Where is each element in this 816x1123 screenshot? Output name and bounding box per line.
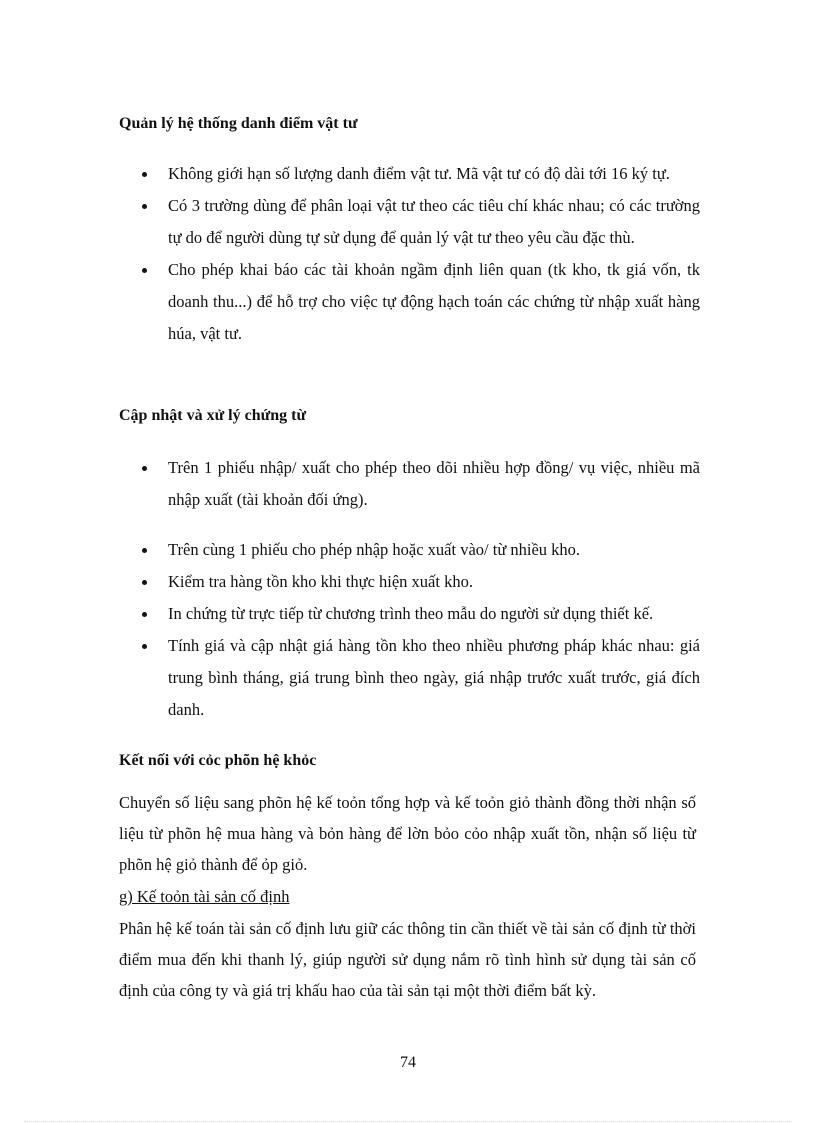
materials-bullet-list [120,158,700,350]
list-item: Kiểm tra hàng tồn kho khi thực hiện xuất kho. [120,566,700,598]
bullet-icon [142,612,147,617]
bullet-icon [142,548,147,553]
list-item: Trên 1 phiếu nhập/ xuất cho phép theo dõi nhiều hợp đồng/ vụ việc, nhiều mã nhập xuất (tài khoản đối ứng). [120,452,700,516]
fixed-assets-paragraph: Phân hệ kế toán tài sản cố định lưu giữ các thông tin cần thiết về tài sản cố định từ thời điểm mua đến khi thanh lý, giúp người sử dụng nắm rõ tình hình sử dụng tài sản cố định của công ty và giá trị khấu hao của tài sản tại một thời điểm bất kỳ. [119,919,696,1000]
bullet-icon [142,466,147,471]
connections-paragraph: Chuyển số liệu sang phõn hệ kế toỏn tổng hợp và kế toỏn giỏ thành đồng thời nhận số liệu từ phõn hệ mua hàng và bỏn hàng để lờn bỏo cỏo nhập xuất tồn, nhận số liệu từ phõn hệ giỏ thành để ỏp giỏ. [119,793,696,874]
list-item: Cho phép khai báo các tài khoản ngầm định liên quan (tk kho, tk giá vốn, tk doanh thu...) để hỗ trợ cho việc tự động hạch toán các chứng từ nhập xuất hàng húa, vật tư. [120,254,700,350]
list-item: In chứng từ trực tiếp từ chương trình theo mẫu do người sử dụng thiết kế. [120,598,700,630]
section-heading-vouchers: Cập nhật và xử lý chứng từ [119,407,307,424]
list-item: Có 3 trường dùng để phân loại vật tư theo các tiêu chí khác nhau; có các trường tự do để người dùng tự sử dụng để quản lý vật tư theo yêu cầu đặc thù. [120,190,700,254]
bullet-icon [142,204,147,209]
list-item: Tính giá và cập nhật giá hàng tồn kho theo nhiều phương pháp khác nhau: giá trung bình tháng, giá trung bình theo ngày, giá nhập trước xuất trước, giá đích danh. [120,630,700,726]
bullet-icon [142,644,147,649]
section-heading-materials: Quản lý hệ thống danh điểm vật tư [119,115,358,132]
list-item: Trên cùng 1 phiếu cho phép nhập hoặc xuất vào/ từ nhiều kho. [120,534,700,566]
bullet-icon [142,172,147,177]
section-heading-connections: Kết nối với cỏc phõn hệ khỏc [119,752,317,769]
bullet-icon [142,580,147,585]
page-number: 74 [400,1054,416,1071]
vouchers-bullet-list [120,452,700,726]
list-item: Không giới hạn số lượng danh điểm vật tư. Mã vật tư có độ dài tới 16 ký tự. [120,158,700,190]
subsection-heading-fixed-assets: g) Kế toỏn tài sản cố định [119,887,290,906]
bullet-icon [142,268,147,273]
page-bottom-divider [24,1121,792,1122]
